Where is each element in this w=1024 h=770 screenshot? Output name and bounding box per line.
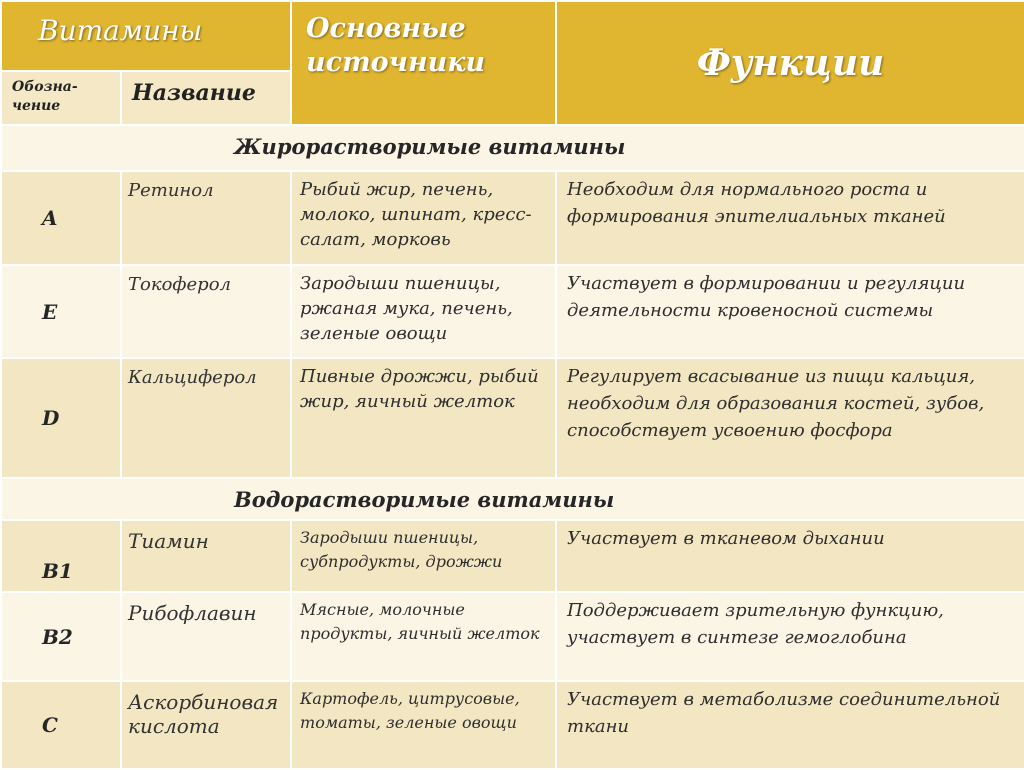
vitamin-name: Аскорбиновая кислота: [121, 681, 291, 769]
section-water-soluble: Водорастворимые витамины: [1, 478, 1024, 520]
header-sources: Основные источники: [291, 1, 556, 125]
vitamin-name: Токоферол: [121, 265, 291, 358]
vitamin-code: B2: [1, 592, 121, 681]
header-name: Название: [121, 71, 291, 125]
vitamin-name: Ретинол: [121, 171, 291, 265]
vitamin-name: Кальциферол: [121, 358, 291, 478]
vitamin-code: A: [1, 171, 121, 265]
vitamin-function: Необходим для нормального роста и формирования эпителиальных тканей: [556, 171, 1024, 265]
vitamin-sources: Мясные, молочные продукты, яичный желток: [291, 592, 556, 681]
vitamin-function: Участвует в метаболизме соединительной ткани: [556, 681, 1024, 769]
vitamin-code: C: [1, 681, 121, 769]
vitamin-name: Рибофлавин: [121, 592, 291, 681]
vitamin-sources: Зародыши пшеницы, субпродукты, дрожжи: [291, 520, 556, 592]
section-fat-soluble: Жирорастворимые витамины: [1, 125, 1024, 171]
vitamin-name: Тиамин: [121, 520, 291, 592]
vitamin-sources: Картофель, цитрусовые, томаты, зеленые овощи: [291, 681, 556, 769]
header-code: Обозна- чение: [1, 71, 121, 125]
table-row: [1, 520, 1024, 592]
table-row: [1, 592, 1024, 681]
vitamin-function: Участвует в тканевом дыхании: [556, 520, 1024, 592]
vitamin-function: Участвует в формировании и регуляции деятельности кровеносной системы: [556, 265, 1024, 358]
vitamin-sources: Зародыши пшеницы, ржаная мука, печень, зеленые овощи: [291, 265, 556, 358]
header-vitamins: Витамины: [1, 1, 291, 71]
vitamin-code: E: [1, 265, 121, 358]
table-row: [1, 681, 1024, 769]
table-row: [1, 171, 1024, 265]
table-row: [1, 265, 1024, 358]
header-functions: Функции: [556, 1, 1024, 125]
vitamin-sources: Пивные дрожжи, рыбий жир, яичный желток: [291, 358, 556, 478]
vitamin-function: Регулирует всасывание из пищи кальция, необходим для образования костей, зубов, способствует усвоению фосфора: [556, 358, 1024, 478]
vitamin-function: Поддерживает зрительную функцию, участвует в синтезе гемоглобина: [556, 592, 1024, 681]
vitamin-code: B1: [1, 520, 121, 592]
vitamin-sources: Рыбий жир, печень, молоко, шпинат, кресс-салат, морковь: [291, 171, 556, 265]
table-row: [1, 358, 1024, 478]
vitamin-code: D: [1, 358, 121, 478]
